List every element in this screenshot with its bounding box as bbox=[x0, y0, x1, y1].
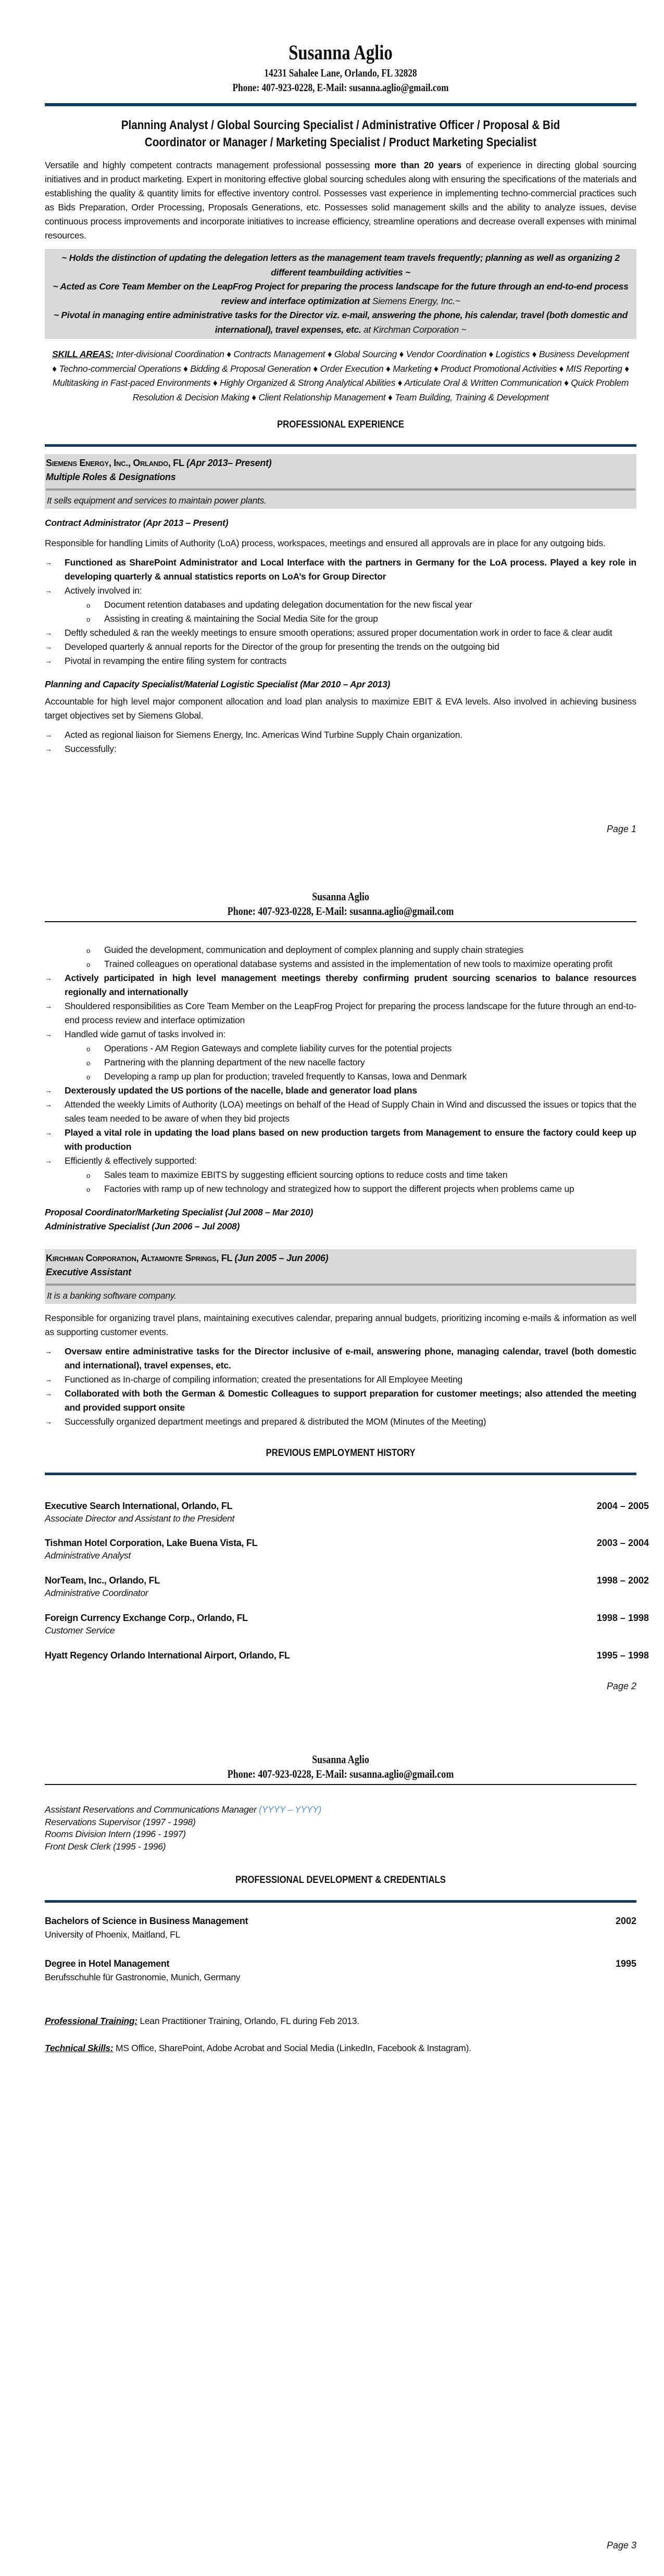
page-2 bbox=[0, 885, 664, 1744]
bullet-text: Acted as regional liaison for Siemens Energy, Inc. Americas Wind Turbine Supply Chain organization. bbox=[65, 730, 462, 740]
section-divider bbox=[45, 1900, 636, 1903]
header-divider bbox=[45, 1784, 636, 1785]
resume-contact: Phone: 407-923-0228, E-Mail: susanna.aglio@gmail.com bbox=[232, 81, 449, 94]
company-divider bbox=[46, 1284, 635, 1286]
sub-bullet-text: Assisting in creating & maintaining the Social Media Site for the group bbox=[104, 613, 378, 624]
sub-bullet-item bbox=[45, 1168, 636, 1182]
employer-name: Hyatt Regency Orlando International Airport, Orlando, FL bbox=[45, 1650, 290, 1661]
circle-bullet-icon: o bbox=[86, 601, 91, 609]
page-number: Page 3 bbox=[606, 2540, 636, 2550]
sub-bullet-item bbox=[45, 598, 636, 612]
training-text: Lean Practitioner Training, Orlando, FL during Feb 2013. bbox=[137, 2016, 359, 2026]
section-title-previous: PREVIOUS EMPLOYMENT HISTORY bbox=[266, 1448, 416, 1459]
sub-bullet-text: Sales team to maximize EBITS by suggesting efficient sourcing options to reduce costs and time taken bbox=[104, 1170, 508, 1180]
bullet-text: Collaborated with both the German & Domestic Colleagues to support preparation for customer meetings; also attended the meeting and provided support onsite bbox=[65, 1388, 636, 1413]
highlight-text: ~ Pivotal in managing entire administrative tasks for the Director viz. e-mail, answering the phone, his calendar, travel (both domestic and international), travel expenses, etc. bbox=[53, 310, 628, 335]
bullet-item bbox=[45, 640, 636, 654]
sub-bullet-text: Partnering with the planning department of the new nacelle factory bbox=[104, 1057, 365, 1067]
skill-areas-list: Inter-divisional Coordination ♦ Contracts Management ♦ Global Sourcing ♦ Vendor Coordination ♦ Logistics ♦ Business Development ♦ Techno-commercial Operations ♦ Bidding & Proposal Generation ♦ Order Execution ♦ Marketing ♦ Product Promotional Activities ♦ MIS Reporting ♦ Multitasking in Fast-paced Environments ♦ Highly Organized & Strong Analytical Abilities ♦ Articulate Oral & Written Communication ♦ Quick Problem Resolution & Decision Making ♦ Client Relationship Management ♦ Team Building, Training & Development bbox=[52, 349, 629, 403]
employer-name: Executive Search International, Orlando, FL bbox=[45, 1501, 233, 1511]
bullet-item bbox=[45, 728, 636, 742]
circle-bullet-icon: o bbox=[86, 1059, 91, 1067]
school-name: Berufsschuhle für Gastronomie, Munich, Germany bbox=[45, 1972, 241, 1982]
bullet-text: Functioned as SharePoint Administrator and Local Interface with the partners in Germany for the LoA process. Played a key role in developing quarterly & annual statistics reports on LoA’s for Group Director bbox=[65, 557, 636, 582]
education-list bbox=[45, 1914, 636, 2050]
technical-skills-label: Technical Skills: bbox=[45, 2043, 114, 2053]
employment-title: Administrative Analyst bbox=[45, 1550, 131, 1561]
employment-years: 2003 – 2004 bbox=[596, 1538, 649, 1548]
company-dates: (Apr 2013– Present) bbox=[186, 458, 272, 468]
company-name bbox=[46, 456, 635, 470]
bullet-text: Attended the weekly Limits of Authority (LOA) meetings on behalf of the Head of Supply Chain in Wind and discussed the issues or topics that the sales team needed to be aware of when they bid projects bbox=[65, 1099, 636, 1124]
company-header-siemens bbox=[45, 454, 636, 509]
bullet-item bbox=[45, 1387, 636, 1415]
company-role: Executive Assistant bbox=[46, 1267, 131, 1277]
school-name: University of Phoenix, Maitland, FL bbox=[45, 1929, 180, 1940]
bullet-text: Developed quarterly & annual reports for the Director of the group for presenting the trends on the outgoing bid bbox=[65, 642, 499, 652]
sub-bullet-text: Trained colleagues on operational database systems and assisted in the implementation of new tools to maximize operating profit bbox=[104, 959, 612, 969]
arrow-bullet-icon: → bbox=[45, 1157, 52, 1165]
bullet-item bbox=[45, 742, 636, 756]
section-title-experience: PROFESSIONAL EXPERIENCE bbox=[277, 419, 405, 430]
sub-bullet-item bbox=[45, 612, 636, 626]
company-name-text: Siemens Energy, Inc., Orlando, FL bbox=[46, 458, 184, 468]
sub-bullet-text: Developing a ramp up plan for production; traveled frequently to Kansas, Iowa and Denmark bbox=[104, 1071, 467, 1082]
arrow-bullet-icon: → bbox=[45, 1417, 52, 1426]
bullet-text: Handled wide gamut of tasks involved in: bbox=[65, 1029, 226, 1039]
sub-bullets bbox=[45, 943, 636, 971]
sub-bullet-item bbox=[45, 1055, 636, 1070]
degree-name: Bachelors of Science in Business Management bbox=[45, 1916, 248, 1926]
professional-training bbox=[45, 2014, 359, 2028]
bullet-text: Functioned as In-charge of compiling information; created the presentations for All Employee Meeting bbox=[65, 1374, 463, 1385]
employment-entry bbox=[45, 1537, 649, 1562]
hyatt-roles bbox=[45, 1804, 636, 1853]
employment-years: 1998 – 1998 bbox=[596, 1613, 649, 1623]
role-dates-placeholder: (YYYY – YYYY) bbox=[259, 1804, 322, 1815]
arrow-bullet-icon: → bbox=[45, 1030, 52, 1038]
company-description: It is a banking software company. bbox=[47, 1290, 177, 1301]
role-title: Planning and Capacity Specialist/Material Logistic Specialist (Mar 2010 – Apr 2013) bbox=[45, 679, 391, 689]
company-name-text: Kirchman Corporation, Altamonte Springs, FL bbox=[46, 1253, 232, 1263]
bullet-item bbox=[45, 999, 636, 1027]
education-entry bbox=[45, 1914, 636, 1941]
arrow-bullet-icon: → bbox=[45, 1375, 52, 1384]
header-divider bbox=[45, 103, 636, 106]
bullet-text: Actively participated in high level management meetings thereby confirming prudent sourcing scenarios to balance resources regionally and internationally bbox=[65, 973, 636, 997]
resume-name: Susanna Aglio bbox=[289, 41, 393, 64]
summary-paragraph bbox=[45, 158, 636, 243]
headline-line-1: Planning Analyst / Global Sourcing Specialist / Administrative Officer / Proposal & Bid bbox=[121, 118, 560, 132]
page-1 bbox=[0, 0, 664, 859]
employment-years: 1995 – 1998 bbox=[596, 1650, 649, 1661]
technical-skills-text: MS Office, SharePoint, Adobe Acrobat and Social Media (LinkedIn, Facebook & Instagram). bbox=[113, 2043, 471, 2053]
page-3 bbox=[0, 1744, 664, 2576]
sub-bullet-item bbox=[45, 943, 636, 957]
bullet-item bbox=[45, 1098, 636, 1126]
skill-areas-label: SKILL AREAS: bbox=[52, 349, 114, 359]
employment-entry bbox=[45, 1574, 649, 1599]
role-title: Contract Administrator (Apr 2013 – Present) bbox=[45, 518, 229, 528]
hyatt-role: Rooms Division Intern (1996 - 1997) bbox=[45, 1829, 186, 1839]
highlight-item bbox=[48, 251, 633, 280]
employment-years: 2004 – 2005 bbox=[596, 1501, 649, 1511]
circle-bullet-icon: o bbox=[86, 947, 91, 954]
bullet-item bbox=[45, 1415, 636, 1429]
arrow-bullet-icon: → bbox=[45, 1389, 52, 1398]
bullet-text: Actively involved in: bbox=[65, 585, 142, 596]
employment-years: 1998 – 2002 bbox=[596, 1575, 649, 1586]
summary-emphasis: more than 20 years bbox=[374, 160, 461, 170]
employment-title: Administrative Coordinator bbox=[45, 1588, 148, 1598]
headline bbox=[45, 117, 636, 151]
circle-bullet-icon: o bbox=[86, 1186, 91, 1193]
role-summary: Responsible for organizing travel plans, maintaining executives calendar, preparing annual budgets, prioritizing incoming e-mails & information as well as supporting customer events. bbox=[45, 1313, 636, 1337]
company-role: Multiple Roles & Designations bbox=[46, 472, 176, 482]
bullet-item bbox=[45, 556, 636, 584]
headline-line-2: Coordinator or Manager / Marketing Specialist / Product Marketing Specialist bbox=[144, 135, 537, 149]
other-roles bbox=[45, 1205, 636, 1234]
training-label: Professional Training: bbox=[45, 2016, 137, 2026]
arrow-bullet-icon: → bbox=[45, 558, 52, 567]
role-bullets bbox=[45, 1344, 636, 1429]
section-divider bbox=[45, 1473, 636, 1475]
bullet-text: Efficiently & effectively supported: bbox=[65, 1155, 197, 1166]
bullet-text: Pivotal in revamping the entire filing system for contracts bbox=[65, 656, 286, 666]
bullet-item bbox=[45, 1126, 636, 1154]
arrow-bullet-icon: → bbox=[45, 1100, 52, 1109]
arrow-bullet-icon: → bbox=[45, 974, 52, 982]
sub-bullet-group bbox=[45, 1168, 636, 1196]
sub-bullet-item bbox=[45, 957, 636, 971]
skill-areas bbox=[45, 347, 636, 405]
employment-entry bbox=[45, 1500, 649, 1525]
employer-name: NorTeam, Inc., Orlando, FL bbox=[45, 1575, 160, 1586]
bullet-text: Successfully organized department meetings and prepared & distributed the MOM (Minutes of the Meeting) bbox=[65, 1416, 486, 1427]
degree-year: 1995 bbox=[615, 1958, 636, 1969]
resume-name: Susanna Aglio bbox=[312, 1753, 369, 1766]
arrow-bullet-icon: → bbox=[45, 1128, 52, 1137]
circle-bullet-icon: o bbox=[86, 1045, 91, 1053]
employment-entry bbox=[45, 1612, 649, 1637]
company-dates: (Jun 2005 – Jun 2006) bbox=[234, 1253, 329, 1263]
resume-contact: Phone: 407-923-0228, E-Mail: susanna.aglio@gmail.com bbox=[227, 1767, 454, 1780]
bullet-item bbox=[45, 1344, 636, 1373]
highlight-item bbox=[48, 308, 633, 337]
bullet-item bbox=[45, 1154, 636, 1168]
bullet-item bbox=[45, 584, 636, 598]
sub-bullet-item bbox=[45, 1041, 636, 1055]
arrow-bullet-icon: → bbox=[45, 629, 52, 637]
header-divider bbox=[45, 921, 636, 922]
highlight-text: ~ Holds the distinction of updating the delegation letters as the management team travels frequently; planning as well as organizing 2 different teambuilding activities ~ bbox=[61, 253, 620, 278]
hyatt-role: Reservations Supervisor (1997 - 1998) bbox=[45, 1816, 196, 1827]
sub-bullet-text: Guided the development, communication and deployment of complex planning and supply chain strategies bbox=[104, 945, 523, 955]
role-bullets bbox=[45, 556, 636, 668]
bullet-text: Played a vital role in updating the load plans based on new production targets from Management to ensure the factory could keep up with production bbox=[65, 1127, 636, 1152]
summary-text: Versatile and highly competent contracts management professional possessing bbox=[45, 160, 374, 170]
arrow-bullet-icon: → bbox=[45, 1347, 52, 1355]
bullet-item bbox=[45, 654, 636, 668]
highlight-text: ~ Acted as Core Team Member on the LeapFrog Project for preparing the process landscape for the future through an end-to-end process review and interface optimization at bbox=[53, 281, 629, 306]
education-entry bbox=[45, 1957, 636, 1984]
sub-bullet-text: Factories with ramp up of new technology and strategized how to support the different projects when problems came up bbox=[104, 1184, 574, 1194]
section-title-development: PROFESSIONAL DEVELOPMENT & CREDENTIALS bbox=[235, 1875, 446, 1886]
sub-bullet-group bbox=[45, 1041, 636, 1084]
highlight-company: at Kirchman Corporation ~ bbox=[363, 324, 467, 335]
role-summary: Accountable for high level major component allocation and load plan analysis to maximize EBIT & EVA levels. Also involved in achieving business target objectives set by Siemens Global. bbox=[45, 696, 636, 721]
circle-bullet-icon: o bbox=[86, 1172, 91, 1179]
hyatt-role bbox=[45, 1804, 636, 1816]
degree-year: 2002 bbox=[615, 1916, 636, 1926]
resume-address: 14231 Sahalee Lane, Orlando, FL 32828 bbox=[264, 67, 417, 79]
employment-title: Customer Service bbox=[45, 1625, 115, 1636]
employment-title: Associate Director and Assistant to the President bbox=[45, 1513, 235, 1524]
section-divider bbox=[45, 444, 636, 447]
highlight-company: Siemens Energy, Inc.~ bbox=[372, 295, 460, 306]
bullet-text: Shouldered responsibilities as Core Team Member on the LeapFrog Project for preparing the process landscape for the future through an end-to-end process review and interface optimization bbox=[65, 1001, 636, 1025]
circle-bullet-icon: o bbox=[86, 1073, 91, 1081]
employer-name: Foreign Currency Exchange Corp., Orlando, FL bbox=[45, 1613, 248, 1623]
circle-bullet-icon: o bbox=[86, 961, 91, 969]
sub-bullet-text: Document retention databases and updating delegation documentation for the new fiscal year bbox=[104, 599, 472, 610]
arrow-bullet-icon: → bbox=[45, 657, 52, 665]
page-number: Page 1 bbox=[606, 824, 636, 834]
sub-bullet-item bbox=[45, 1070, 636, 1084]
bullet-text: Deftly scheduled & ran the weekly meetings to ensure smooth operations; assured proper documentation work in order to face & clear audit bbox=[65, 627, 612, 638]
role-bullets bbox=[45, 971, 636, 1196]
bullet-text: Oversaw entire administrative tasks for the Director inclusive of e-mail, answering phone, managing calendar, travel (both domestic and international), travel expenses, etc. bbox=[65, 1346, 636, 1371]
career-highlights bbox=[45, 249, 636, 339]
resume-contact: Phone: 407-923-0228, E-Mail: susanna.aglio@gmail.com bbox=[227, 904, 454, 918]
bullet-item bbox=[45, 1373, 636, 1387]
arrow-bullet-icon: → bbox=[45, 1002, 52, 1010]
role-title: Proposal Coordinator/Marketing Specialist (Jul 2008 – Mar 2010) bbox=[45, 1207, 314, 1217]
bullet-item bbox=[45, 971, 636, 999]
bullet-text: Dexterously updated the US portions of the nacelle, blade and generator load plans bbox=[65, 1085, 417, 1096]
sub-bullet-group bbox=[45, 598, 636, 626]
role-bullets bbox=[45, 728, 636, 756]
arrow-bullet-icon: → bbox=[45, 586, 52, 595]
resume-name: Susanna Aglio bbox=[312, 890, 369, 903]
sub-bullet-item bbox=[45, 1182, 636, 1196]
bullet-item bbox=[45, 1027, 636, 1041]
employment-entry bbox=[45, 1649, 649, 1662]
bullet-item bbox=[45, 626, 636, 640]
employer-name: Tishman Hotel Corporation, Lake Buena Vista, FL bbox=[45, 1538, 258, 1548]
bullet-text: Successfully: bbox=[65, 744, 117, 754]
role-summary: Responsible for handling Limits of Authority (LoA) process, workspaces, meetings and ensured all approvals are in place for any outgoing bids. bbox=[45, 538, 606, 548]
company-divider bbox=[46, 488, 635, 491]
arrow-bullet-icon: → bbox=[45, 745, 52, 753]
sub-bullet-text: Operations - AM Region Gateways and complete liability curves for the potential projects bbox=[104, 1043, 452, 1053]
page-number: Page 2 bbox=[606, 1681, 636, 1691]
circle-bullet-icon: o bbox=[86, 615, 91, 623]
summary-text: of experience in directing global sourcing initiatives and in product marketing. Expert in monitoring effective global sourcing schedules along with ensuring the specifications of the materials and establishing the quality & quantity limits for effective inventory control. Possesses vast experience in implementing techno-commercial practices such as Bids Preparation, Order Processing, Proposals Generations, etc. Possesses solid management skills and the ability to analyze issues, devise continuous process improvements and incorporate initiatives to increase efficiency, streamline operations and decrease overall expenses with minimal resources. bbox=[45, 160, 636, 241]
highlight-item bbox=[48, 280, 633, 308]
degree-name: Degree in Hotel Management bbox=[45, 1958, 170, 1969]
role-title: Administrative Specialist (Jun 2006 – Jul 2008) bbox=[45, 1221, 240, 1232]
arrow-bullet-icon: → bbox=[45, 731, 52, 739]
bullet-item bbox=[45, 1084, 636, 1098]
arrow-bullet-icon: → bbox=[45, 1086, 52, 1095]
role-text: Assistant Reservations and Communications Manager bbox=[45, 1804, 259, 1815]
company-name bbox=[46, 1251, 635, 1265]
company-description: It sells equipment and services to maintain power plants. bbox=[47, 495, 267, 506]
arrow-bullet-icon: → bbox=[45, 643, 52, 651]
company-header-kirchman bbox=[45, 1249, 636, 1304]
hyatt-role: Front Desk Clerk (1995 - 1996) bbox=[45, 1841, 166, 1852]
